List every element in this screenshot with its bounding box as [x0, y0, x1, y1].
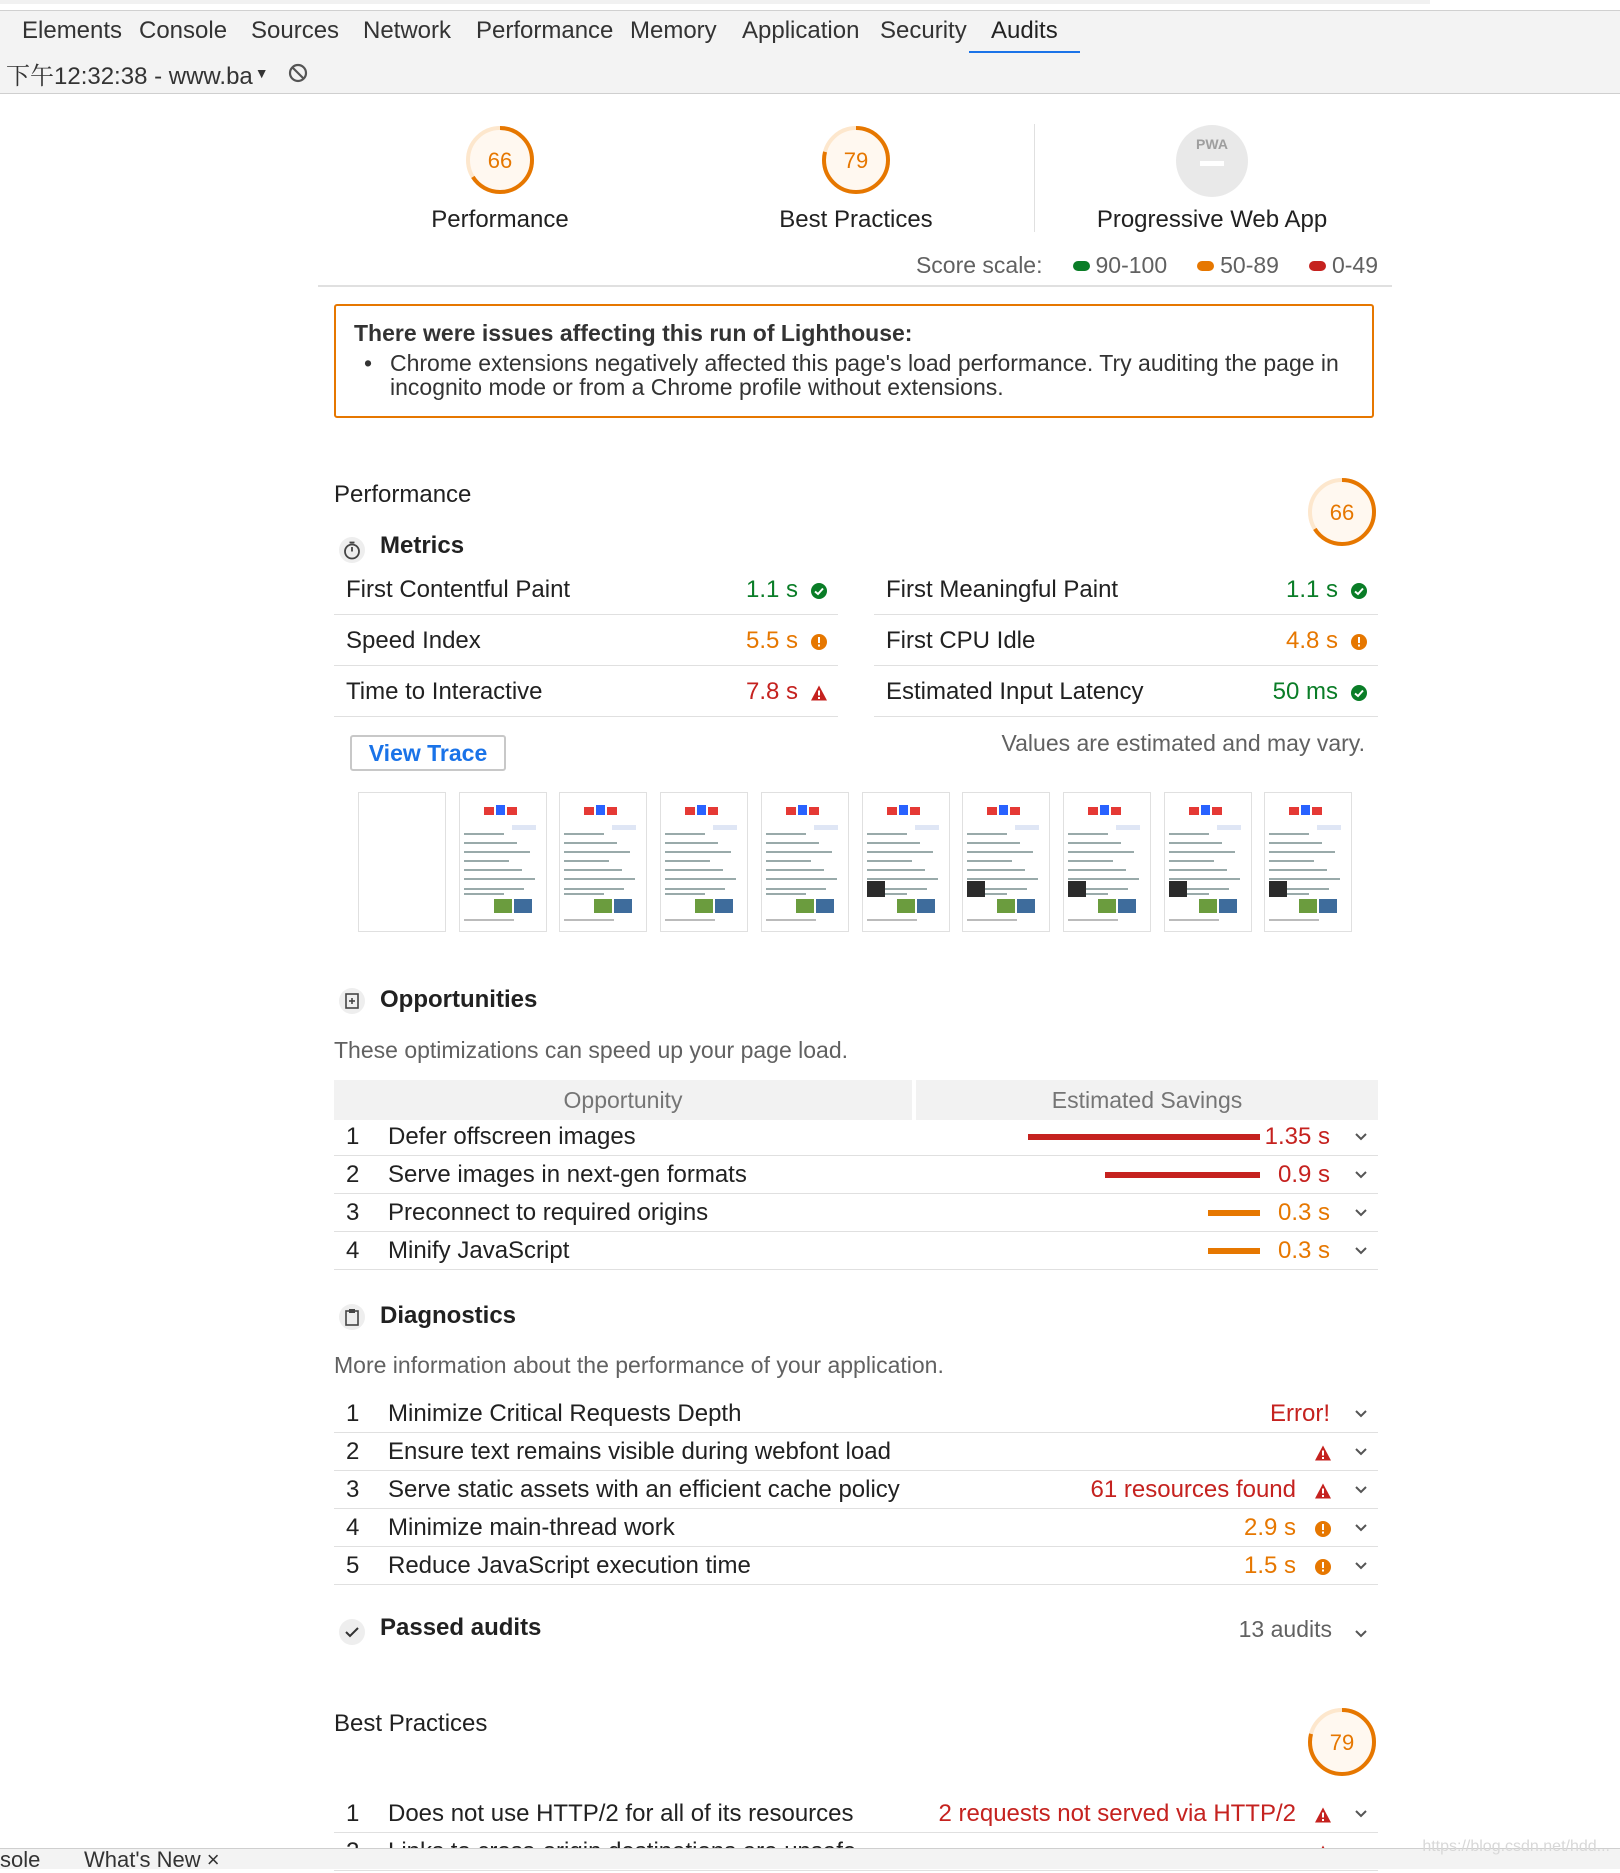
score-scale [916, 252, 1378, 279]
tab-memory[interactable]: Memory [630, 17, 717, 44]
drawer-tab-console[interactable]: sole [0, 1847, 41, 1872]
savings-value: 0.3 s [1277, 1237, 1330, 1264]
watermark: https://blog.csdn.net/hdd... [1422, 1838, 1610, 1855]
tab-security[interactable]: Security [880, 17, 967, 44]
metric-value: 1.1 s [1285, 576, 1338, 603]
metric-name: Speed Index [346, 627, 481, 654]
chevron-down-icon [1354, 1629, 1368, 1639]
header-divider [318, 285, 1392, 287]
diagnostic-row[interactable] [334, 1547, 1378, 1585]
opportunity-row[interactable] [334, 1232, 1378, 1270]
metric-value: 4.8 s [1285, 627, 1338, 654]
best-practices-section-gauge [1306, 1706, 1378, 1778]
pwa-badge[interactable] [1175, 124, 1249, 198]
window-top-edge [0, 0, 1430, 4]
page-screenshot-thumbnail [661, 793, 747, 931]
page-screenshot-thumbnail [1265, 793, 1351, 931]
row-index: 5 [346, 1552, 360, 1579]
chevron-down-icon [1354, 1485, 1368, 1495]
row-index: 2 [346, 1438, 360, 1465]
chevron-down-icon [1354, 1809, 1368, 1819]
row-index: 1 [346, 1800, 360, 1827]
tab-sources[interactable]: Sources [251, 17, 340, 44]
best-practice-row[interactable] [334, 1795, 1378, 1833]
filmstrip-frame [358, 792, 446, 932]
pwa-badge-text: PWA [1196, 136, 1228, 152]
performance-section-gauge [1306, 476, 1378, 548]
drawer-tab-whats-new[interactable]: What's New × [84, 1847, 220, 1872]
chevron-down-icon [1354, 1561, 1368, 1571]
filmstrip-frame [862, 792, 950, 932]
performance-gauge[interactable] [464, 124, 536, 196]
diagnostic-value: Error! [1270, 1400, 1330, 1427]
best-practice-name: Does not use HTTP/2 for all of its resources [388, 1800, 854, 1827]
diagnostic-name: Minimize main-thread work [388, 1514, 675, 1541]
diagnostic-name: Ensure text remains visible during webfont load [388, 1438, 891, 1465]
metric-value: 7.8 s [745, 678, 798, 705]
opportunity-name: Minify JavaScript [388, 1237, 570, 1264]
chevron-down-icon [1354, 1523, 1368, 1533]
gauge-divider [1034, 124, 1035, 232]
metrics-title: Metrics [380, 532, 465, 559]
opportunity-name: Serve images in next-gen formats [388, 1161, 747, 1188]
report-selector[interactable] [6, 53, 269, 93]
stopwatch-icon [338, 536, 366, 564]
opportunity-name: Preconnect to required origins [388, 1199, 709, 1226]
metric-row [874, 667, 1378, 717]
metric-row [334, 565, 838, 615]
filmstrip-frame [761, 792, 849, 932]
page-screenshot-thumbnail [762, 793, 848, 931]
chevron-down-icon [1354, 1246, 1368, 1256]
metric-row [874, 616, 1378, 666]
pass-check-icon [810, 582, 828, 600]
metric-row [874, 565, 1378, 615]
scale-range-average: 50-89 [1220, 252, 1279, 278]
metric-value: 1.1 s [745, 576, 798, 603]
filmstrip-frame [962, 792, 1050, 932]
page-screenshot-thumbnail [1064, 793, 1150, 931]
diagnostic-name: Reduce JavaScript execution time [388, 1552, 751, 1579]
filmstrip-frame [1063, 792, 1151, 932]
metric-value: 5.5 s [745, 627, 798, 654]
savings-bar [1028, 1134, 1260, 1140]
diagnostic-row[interactable] [334, 1433, 1378, 1471]
average-info-icon [1314, 1558, 1332, 1576]
chevron-down-icon [1354, 1447, 1368, 1457]
clipboard-icon [338, 1303, 366, 1331]
chevron-down-icon [1354, 1409, 1368, 1419]
performance-section-title: Performance [334, 481, 472, 508]
pass-check-icon [1350, 582, 1368, 600]
metric-value: 50 ms [1272, 678, 1338, 705]
row-index: 2 [346, 1161, 360, 1188]
clear-icon[interactable] [288, 63, 308, 83]
checkmark-icon [338, 1618, 366, 1646]
passed-audits-count: 13 audits [1238, 1616, 1332, 1642]
view-trace-button[interactable]: View Trace [350, 735, 506, 771]
row-index: 4 [346, 1237, 360, 1264]
best-practices-gauge-score: 79 [843, 148, 869, 173]
average-info-icon [810, 633, 828, 651]
report-selector-label: 下午12:32:38 - www.ba [6, 63, 253, 90]
page-screenshot-thumbnail [460, 793, 546, 931]
opportunity-column-header: Opportunity [334, 1080, 912, 1120]
savings-value: 0.3 s [1277, 1199, 1330, 1226]
row-index: 1 [346, 1400, 360, 1427]
performance-section-score: 66 [1329, 500, 1355, 525]
diagnostics-title: Diagnostics [380, 1302, 517, 1329]
diagnostic-value: 2.9 s [1243, 1514, 1296, 1541]
scale-dot-red [1309, 261, 1326, 271]
row-index: 4 [346, 1514, 360, 1541]
savings-bar [1208, 1210, 1260, 1216]
row-index: 3 [346, 1476, 360, 1503]
page-screenshot-thumbnail [863, 793, 949, 931]
row-index: 1 [346, 1123, 360, 1150]
opportunities-title: Opportunities [380, 986, 538, 1013]
filmstrip-frame [559, 792, 647, 932]
scale-dot-orange [1197, 261, 1214, 271]
opportunity-row[interactable] [334, 1194, 1378, 1232]
metric-name: First CPU Idle [886, 627, 1036, 654]
diagnostic-value: 1.5 s [1243, 1552, 1296, 1579]
best-practices-section-title: Best Practices [334, 1710, 488, 1737]
best-practices-gauge-label: Best Practices [779, 206, 933, 233]
warning-title: There were issues affecting this run of Lighthouse: [354, 320, 913, 346]
metric-name: First Contentful Paint [346, 576, 571, 603]
opportunity-row[interactable] [334, 1156, 1378, 1194]
warning-item: • Chrome extensions negatively affected this page's load performance. Try auditing the page in incognito mode or from a Chrome profile without extensions. [390, 351, 1354, 399]
score-scale-label: Score scale: [915, 252, 1043, 278]
metric-name: First Meaningful Paint [886, 576, 1119, 603]
estimate-note: Values are estimated and may vary. [1001, 730, 1365, 756]
lighthouse-warning [334, 304, 1374, 418]
fail-warning-icon [1314, 1482, 1332, 1500]
metric-row [334, 616, 838, 666]
best-practices-gauge[interactable] [820, 124, 892, 196]
page-screenshot-thumbnail [560, 793, 646, 931]
tab-elements[interactable]: Elements [22, 17, 123, 44]
diagnostic-row[interactable] [334, 1509, 1378, 1547]
fail-warning-icon [810, 684, 828, 702]
chevron-down-icon [1354, 1208, 1368, 1218]
savings-bar [1208, 1248, 1260, 1254]
diagnostic-row[interactable] [334, 1471, 1378, 1509]
fail-warning-icon [1314, 1444, 1332, 1462]
average-info-icon [1350, 633, 1368, 651]
scale-range-pass: 90-100 [1095, 252, 1168, 278]
devtools-drawer [0, 1847, 1620, 1872]
audits-toolbar [0, 53, 1620, 94]
passed-audits-title: Passed audits [380, 1614, 542, 1641]
opportunities-description: These optimizations can speed up your page load. [334, 1037, 848, 1063]
tab-network[interactable]: Network [363, 17, 452, 44]
page-screenshot-thumbnail [1165, 793, 1251, 931]
diagnostics-description: More information about the performance of your application. [334, 1352, 944, 1378]
tab-performance[interactable]: Performance [476, 17, 614, 44]
dropdown-arrow-icon: ▼ [254, 65, 269, 81]
diagnostic-name: Minimize Critical Requests Depth [388, 1400, 742, 1427]
pwa-gauge-label: Progressive Web App [1096, 206, 1328, 233]
best-practices-section-score: 79 [1329, 1730, 1355, 1755]
page-screenshot-thumbnail [963, 793, 1049, 931]
metric-row [334, 667, 838, 717]
chevron-down-icon [1354, 1170, 1368, 1180]
opportunity-name: Defer offscreen images [388, 1123, 636, 1150]
filmstrip-frame [1164, 792, 1252, 932]
passed-audits-toggle[interactable] [334, 1612, 1378, 1654]
diagnostic-row[interactable] [334, 1395, 1378, 1433]
row-index: 3 [346, 1199, 360, 1226]
pass-check-icon [1350, 684, 1368, 702]
metric-name: Time to Interactive [346, 678, 543, 705]
opportunity-row[interactable] [334, 1118, 1378, 1156]
average-info-icon [1314, 1520, 1332, 1538]
tab-console[interactable]: Console [139, 17, 228, 44]
best-practice-value: 2 requests not served via HTTP/2 [938, 1800, 1296, 1827]
diagnostic-value: 61 resources found [1090, 1476, 1296, 1503]
performance-gauge-score: 66 [487, 148, 513, 173]
savings-value: 1.35 s [1264, 1123, 1330, 1150]
chevron-down-icon [1354, 1132, 1368, 1142]
tab-audits[interactable]: Audits [969, 11, 1080, 54]
opportunities-icon [338, 987, 366, 1015]
savings-column-header: Estimated Savings [916, 1080, 1378, 1120]
diagnostic-name: Serve static assets with an efficient cache policy [388, 1476, 900, 1503]
savings-bar [1105, 1172, 1260, 1178]
fail-warning-icon [1314, 1806, 1332, 1824]
filmstrip-frame [1264, 792, 1352, 932]
metric-name: Estimated Input Latency [886, 678, 1144, 705]
savings-value: 0.9 s [1277, 1161, 1330, 1188]
scale-dot-green [1073, 261, 1090, 271]
filmstrip-frame [660, 792, 748, 932]
devtools-tab-bar [0, 10, 1620, 54]
performance-gauge-label: Performance [431, 206, 569, 233]
scale-range-fail: 0-49 [1331, 252, 1378, 278]
filmstrip-frame [459, 792, 547, 932]
tab-application[interactable]: Application [742, 17, 860, 44]
